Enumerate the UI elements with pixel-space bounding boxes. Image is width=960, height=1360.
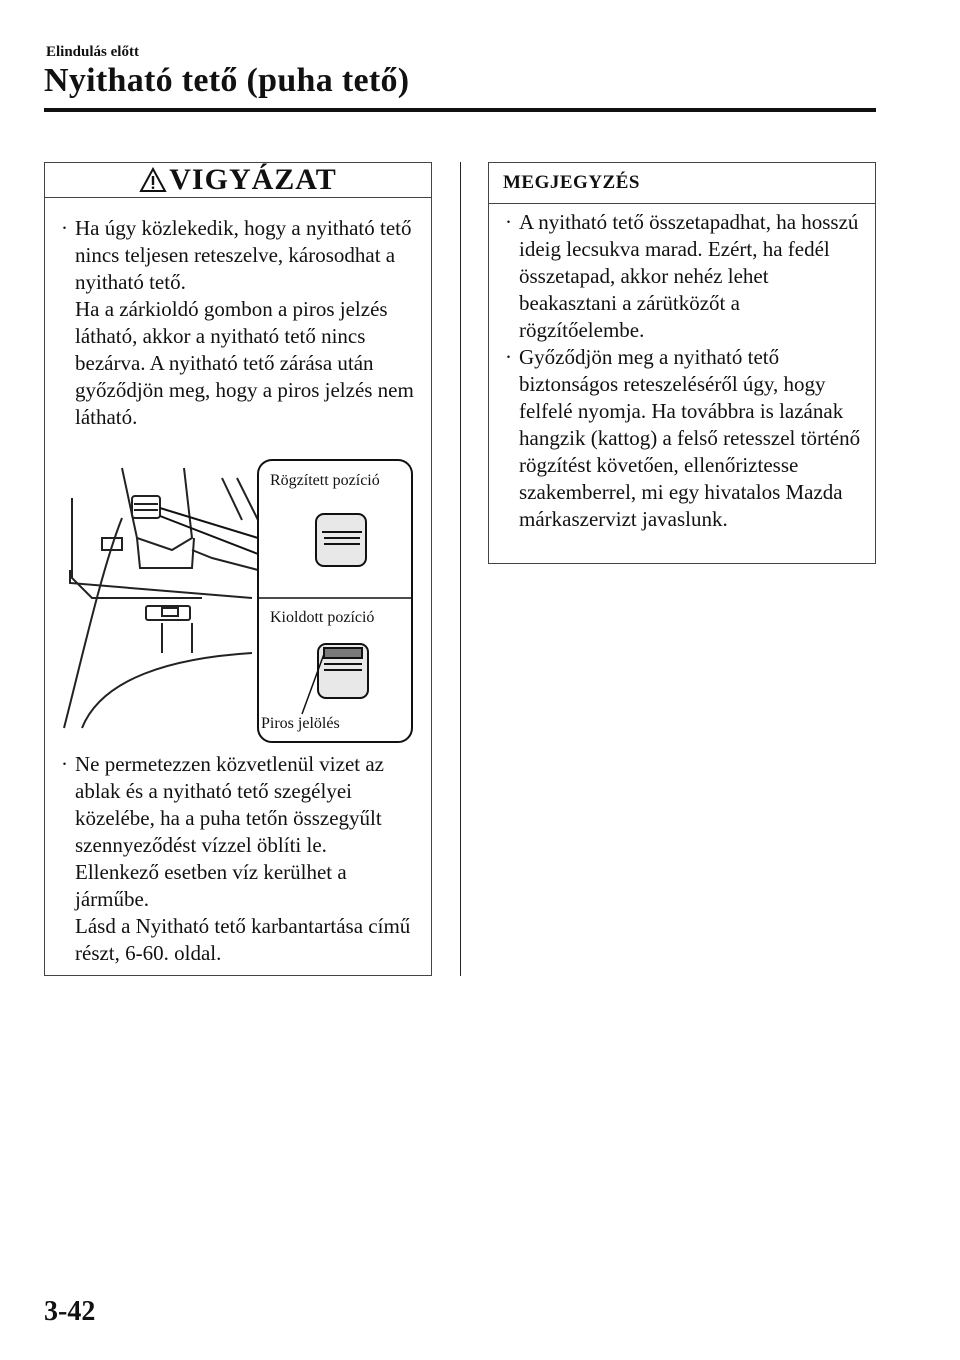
note-item — [489, 344, 875, 533]
warning-paragraph: Ha a zárkioldó gombon a piros jelzés látható, akkor a nyitható tető nincs bezárva. A nyitható tető zárása után győződjön meg, hogy a piros jelzés nem látható. — [75, 297, 414, 429]
warning-item — [45, 215, 431, 431]
page-title: Nyitható tető (puha tető) — [44, 62, 410, 99]
latch-released-icon — [318, 644, 368, 698]
warning-paragraph: Ha úgy közlekedik, hogy a nyitható tető nincs teljesen reteszelve, károsodhat a nyitható tető. — [75, 216, 412, 294]
bullet: · — [61, 752, 68, 776]
title-rule — [44, 108, 876, 112]
warning-paragraph: Lásd a Nyitható tető karbantartása című részt, 6-60. oldal. — [75, 914, 411, 965]
page-number: 3-42 — [44, 1296, 96, 1327]
bullet: · — [505, 210, 512, 234]
detail-panel — [258, 460, 412, 742]
warning-triangle-icon — [139, 167, 167, 193]
latch-diagram — [62, 458, 414, 744]
warning-paragraph: Ellenkező esetben víz kerülhet a járműbe. — [75, 860, 347, 911]
label-locked-position: Rögzített pozíció — [270, 472, 380, 489]
note-paragraph: Győződjön meg a nyitható tető biztonságos reteszeléséről úgy, hogy felfelé nyomja. Ha továbbra is lazának hangzik (kattog) a felső retesszel történő rögzítést követően, ellenőriztesse szakemberrel, mi egy hivatalos Mazda márkaszervizt javaslunk. — [519, 345, 861, 531]
warning-list-top — [45, 215, 431, 431]
column-divider — [460, 162, 461, 976]
note-list — [489, 209, 875, 533]
note-paragraph: A nyitható tető összetapadhat, ha hosszú ideig lecsukva marad. Ezért, ha fedél összetapad, akkor nehéz lehet beakasztani a zárütközőt a rögzítőelembe. — [519, 210, 859, 342]
pointer-lines — [160, 508, 258, 554]
bullet: · — [505, 345, 512, 369]
latch-locked-icon — [316, 514, 366, 566]
warning-list-bottom — [45, 751, 431, 967]
note-item — [489, 209, 875, 344]
section-label: Elindulás előtt — [46, 44, 139, 60]
label-released-position: Kioldott pozíció — [270, 609, 375, 626]
warning-header — [45, 163, 431, 198]
note-title: MEGJEGYZÉS — [503, 172, 640, 193]
label-red-mark: Piros jelölés — [261, 715, 340, 732]
warning-title: VIGYÁZAT — [169, 163, 337, 196]
note-box — [488, 162, 876, 564]
car-interior-illustration — [64, 468, 258, 728]
warning-item — [45, 751, 431, 967]
note-header — [489, 163, 875, 204]
bullet: · — [61, 216, 68, 240]
warning-paragraph: Ne permetezzen közvetlenül vizet az ablak és a nyitható tető szegélyei közelébe, ha a puha tetőn összegyűlt szennyeződést vízzel öblíti le. — [75, 752, 384, 857]
